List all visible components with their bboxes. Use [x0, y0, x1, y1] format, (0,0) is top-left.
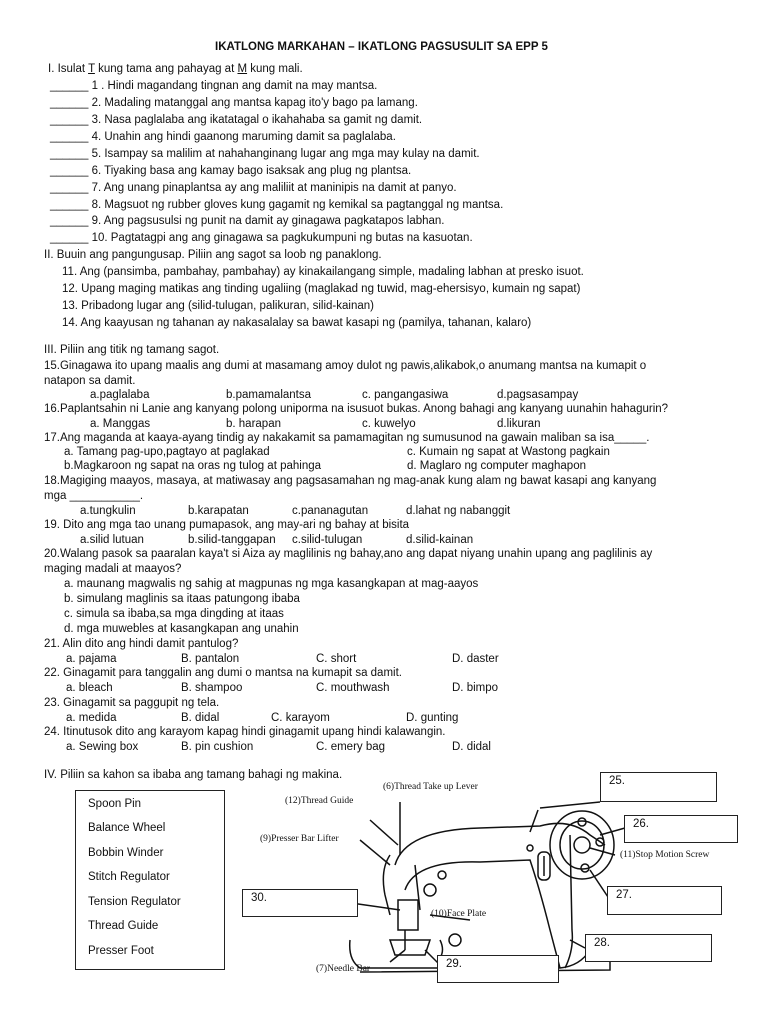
- choice: d. Maglaro ng computer maghapon: [407, 460, 586, 472]
- part4-instruction: IV. Piliin sa kahon sa ibaba ang tamang bahagi ng makina.: [44, 769, 343, 781]
- choice: D. gunting: [406, 712, 459, 724]
- choices-box: [75, 790, 225, 970]
- choice: c. Kumain ng sapat at Wastong pagkain: [407, 446, 610, 458]
- choice: a.silid lutuan: [80, 534, 144, 546]
- answer-box-28[interactable]: 28.: [585, 934, 712, 962]
- completion-item: 12. Upang maging matikas ang tinding ugaliing (maglakad ng tuwid, mag-ehersisyo, kumain ng sapat): [62, 283, 581, 295]
- choice: a. Tamang pag-upo,pagtayo at paglakad: [64, 446, 270, 458]
- answer-box-29[interactable]: 29.: [437, 955, 559, 983]
- question-text: 24. Itinutusok dito ang karayom kapag hindi ginagamit upang hindi kalawangin.: [44, 726, 446, 738]
- tf-item: ______ 1 . Hindi magandang tingnan ang damit na may mantsa.: [50, 80, 378, 92]
- choice: B. didal: [181, 712, 220, 724]
- answer-box-30[interactable]: 30.: [242, 889, 358, 917]
- choice: d.silid-kainan: [406, 534, 474, 546]
- completion-item: 13. Pribadong lugar ang (silid-tulugan, palikuran, silid-kainan): [62, 300, 374, 312]
- part1-instruction: I. Isulat T kung tama ang pahayag at M kung mali.: [48, 63, 303, 75]
- machine-label: (9)Presser Bar Lifter: [260, 834, 339, 844]
- machine-label: (7)Needle Bar: [316, 964, 371, 974]
- question-text: maging madali at maayos?: [44, 563, 182, 575]
- choice: c. kuwelyo: [362, 418, 416, 430]
- choice: d.likuran: [497, 418, 541, 430]
- choice: c.silid-tulugan: [292, 534, 363, 546]
- choice: C. short: [316, 653, 357, 665]
- question-text: 21. Alin dito ang hindi damit pantulog?: [44, 638, 239, 650]
- tf-item: ______ 9. Ang pagsusulsi ng punit na damit ay ginagawa pagkatapos labhan.: [50, 215, 445, 227]
- tf-item: ______ 5. Isampay sa malilim at nahahanginang lugar ang mga may kulay na damit.: [50, 148, 480, 160]
- choice: b. harapan: [226, 418, 281, 430]
- question-text: 17.Ang maganda at kaaya-ayang tindig ay nakakamit sa pamamagitan ng sumusunod na gawain maliban sa isa_____.: [44, 432, 650, 444]
- choice: D. didal: [452, 741, 491, 753]
- choice: a. Sewing box: [66, 741, 139, 753]
- page-title: IKATLONG MARKAHAN – IKATLONG PAGSUSULIT SA EPP 5: [215, 41, 548, 53]
- completion-item: 11. Ang (pansimba, pambahay, pambahay) ay kinakailangang simple, madaling labhan at presko isuot.: [62, 266, 584, 278]
- answer-box-26[interactable]: 26.: [624, 815, 738, 843]
- choice-item: Presser Foot: [88, 945, 154, 957]
- choice: b.pamamalantsa: [226, 389, 312, 401]
- choice: d.pagsasampay: [497, 389, 579, 401]
- choice: B. shampoo: [181, 682, 243, 694]
- choice: a. bleach: [66, 682, 113, 694]
- part3-instruction: III. Piliin ang titik ng tamang sagot.: [44, 344, 220, 356]
- choice-item: Spoon Pin: [88, 798, 142, 810]
- choice: d. mga muwebles at kasangkapan ang unahin: [64, 623, 299, 635]
- choice: B. pantalon: [181, 653, 240, 665]
- question-text: 20.Walang pasok sa paaralan kaya't si Aiza ay maglilinis ng bahay,ano ang dapat niyang unahin upang ang paglilinis ay: [44, 548, 653, 560]
- answer-box-27[interactable]: 27.: [607, 886, 722, 915]
- question-text: 19. Dito ang mga tao unang pumapasok, ang may-ari ng bahay at bisita: [44, 519, 410, 531]
- tf-item: ______ 2. Madaling matanggal ang mantsa kapag ito'y bago pa lamang.: [50, 97, 418, 109]
- choice: b.silid-tanggapan: [188, 534, 276, 546]
- question-text: 18.Magiging maayos, masaya, at matiwasay ang pagsasamahan ng mag-anak kung alam ng bawat kasapi ang kanyang: [44, 475, 657, 487]
- choice: b.karapatan: [188, 505, 249, 517]
- choice: a. medida: [66, 712, 117, 724]
- tf-item: ______ 6. Tiyaking basa ang kamay bago isaksak ang plug ng plantsa.: [50, 165, 412, 177]
- question-text: natapon sa damit.: [44, 375, 136, 387]
- question-text: 16.Paplantsahin ni Lanie ang kanyang polong uniporma na isusuot bukas. Anong bahagi ang kanyang uunahin hahagurin?: [44, 403, 669, 415]
- choice: B. pin cushion: [181, 741, 254, 753]
- choice-item: Thread Guide: [88, 920, 159, 932]
- choice: D. bimpo: [452, 682, 499, 694]
- choice: C. emery bag: [316, 741, 386, 753]
- tf-item: ______ 3. Nasa paglalaba ang ikatatagal o ikahahaba sa gamit ng damit.: [50, 114, 423, 126]
- machine-label: (6)Thread Take up Lever: [383, 782, 478, 792]
- tf-item: ______ 4. Unahin ang hindi gaanong maruming damit sa paglalaba.: [50, 131, 396, 143]
- choice: d.lahat ng nabanggit: [406, 505, 511, 517]
- choice: C. karayom: [271, 712, 330, 724]
- question-text: mga ___________.: [44, 490, 144, 502]
- machine-label: (10)Face Plate: [431, 909, 487, 919]
- choice: a.paglalaba: [90, 389, 150, 401]
- choice-item: Bobbin Winder: [88, 847, 164, 859]
- answer-box-25[interactable]: 25.: [600, 772, 717, 802]
- choice: b. simulang maglinis sa itaas patungong ibaba: [64, 593, 300, 605]
- choice: C. mouthwash: [316, 682, 390, 694]
- question-text: 15.Ginagawa ito upang maalis ang dumi at masamang amoy dulot ng pawis,alikabok,o anumang mantsa na kumapit o: [44, 360, 647, 372]
- tf-item: ______ 8. Magsuot ng rubber gloves kung gagamit ng kemikal sa pagtanggal ng mantsa.: [50, 199, 504, 211]
- part2-instruction: II. Buuin ang pangungusap. Piliin ang sagot sa loob ng panaklong.: [44, 249, 382, 261]
- choice: c. simula sa ibaba,sa mga dingding at itaas: [64, 608, 284, 620]
- choice-item: Tension Regulator: [88, 896, 181, 908]
- choice-item: Balance Wheel: [88, 822, 166, 834]
- machine-label: (12)Thread Guide: [285, 796, 354, 806]
- choice: a. Manggas: [90, 418, 151, 430]
- tf-item: ______ 7. Ang unang pinaplantsa ay ang maliliit at maninipis na damit at panyo.: [50, 182, 457, 194]
- tf-item: ______ 10. Pagtatagpi ang ang ginagawa sa pagkukumpuni ng butas na kasuotan.: [50, 232, 473, 244]
- choice: b.Magkaroon ng sapat na oras ng tulog at pahinga: [64, 460, 322, 472]
- choice: D. daster: [452, 653, 499, 665]
- machine-label: (11)Stop Motion Screw: [620, 850, 710, 860]
- question-text: 23. Ginagamit sa paggupit ng tela.: [44, 697, 220, 709]
- choice-item: Stitch Regulator: [88, 871, 170, 883]
- question-text: 22. Ginagamit para tanggalin ang dumi o mantsa na kumapit sa damit.: [44, 667, 402, 679]
- completion-item: 14. Ang kaayusan ng tahanan ay nakasalalay sa bawat kasapi ng (pamilya, tahanan, kalaro): [62, 317, 532, 329]
- choice: a. maunang magwalis ng sahig at magpunas ng mga kasangkapan at mag-aayos: [64, 578, 479, 590]
- choice: a.tungkulin: [80, 505, 136, 517]
- choice: a. pajama: [66, 653, 117, 665]
- choice: c.pananagutan: [292, 505, 369, 517]
- choice: c. pangangasiwa: [362, 389, 449, 401]
